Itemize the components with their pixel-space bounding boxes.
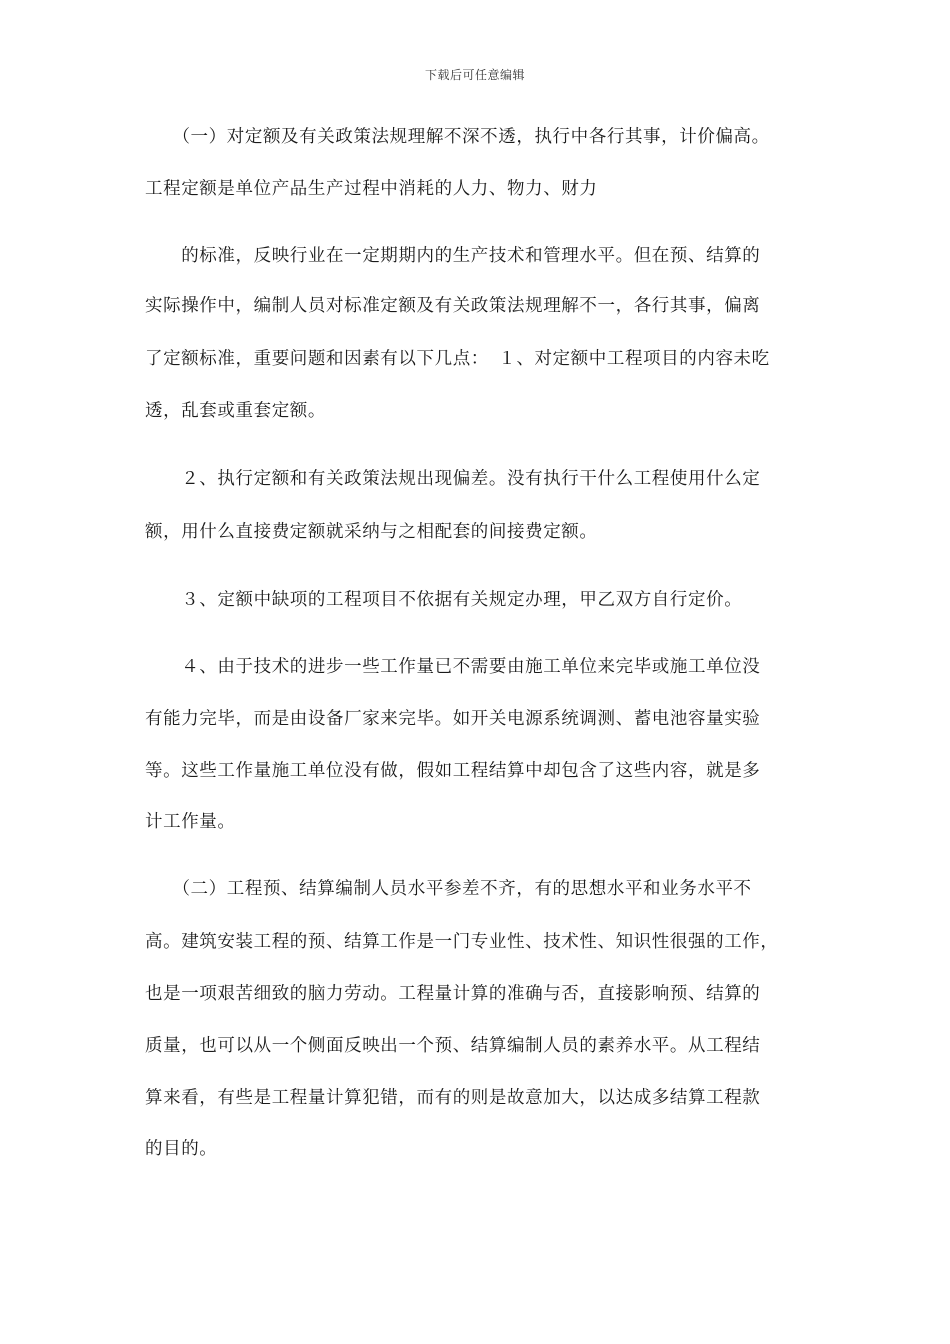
text-line: 了定额标准，重要问题和因素有以下几点： １、对定额中工程项目的内容未吃 <box>145 349 770 369</box>
text-line: 有能力完毕，而是由设备厂家来完毕。如开关电源系统调测、蓄电池容量实验 <box>145 709 761 729</box>
text-line: 工程定额是单位产品生产过程中消耗的人力、物力、财力 <box>145 179 598 199</box>
text-line: （一）对定额及有关政策法规理解不深不透，执行中各行其事，计价偏高。 <box>145 127 770 147</box>
page-header: 下载后可任意编辑 <box>424 68 525 82</box>
text-line: 算来看，有些是工程量计算犯错，而有的则是故意加大，以达成多结算工程款 <box>145 1088 761 1108</box>
text-line: 等。这些工作量施工单位没有做，假如工程结算中却包含了这些内容，就是多 <box>145 761 761 781</box>
text-line: 透，乱套或重套定额。 <box>145 401 326 421</box>
text-line: 计工作量。 <box>145 812 236 832</box>
text-line: 高。建筑安装工程的预、结算工作是一门专业性、技术性、知识性很强的工作， <box>145 932 779 952</box>
text-line: ４、由于技术的进步一些工作量已不需要由施工单位来完毕或施工单位没 <box>145 657 761 677</box>
text-line: ２、执行定额和有关政策法规出现偏差。没有执行干什么工程使用什么定 <box>145 469 761 489</box>
text-line: ３、定额中缺项的工程项目不依据有关规定办理，甲乙双方自行定价。 <box>145 590 743 610</box>
text-line: 的标准，反映行业在一定期期内的生产技术和管理水平。但在预、结算的 <box>145 246 761 266</box>
text-line: 的目的。 <box>145 1139 218 1159</box>
text-line: 额，用什么直接费定额就采纳与之相配套的间接费定额。 <box>145 522 598 542</box>
text-line: 质量，也可以从一个侧面反映出一个预、结算编制人员的素养水平。从工程结 <box>145 1036 761 1056</box>
text-line: （二）工程预、结算编制人员水平参差不齐，有的思想水平和业务水平不 <box>145 879 752 899</box>
text-line: 也是一项艰苦细致的脑力劳动。工程量计算的准确与否，直接影响预、结算的 <box>145 984 761 1004</box>
text-line: 实际操作中，编制人员对标准定额及有关政策法规理解不一，各行其事，偏离 <box>145 296 761 316</box>
